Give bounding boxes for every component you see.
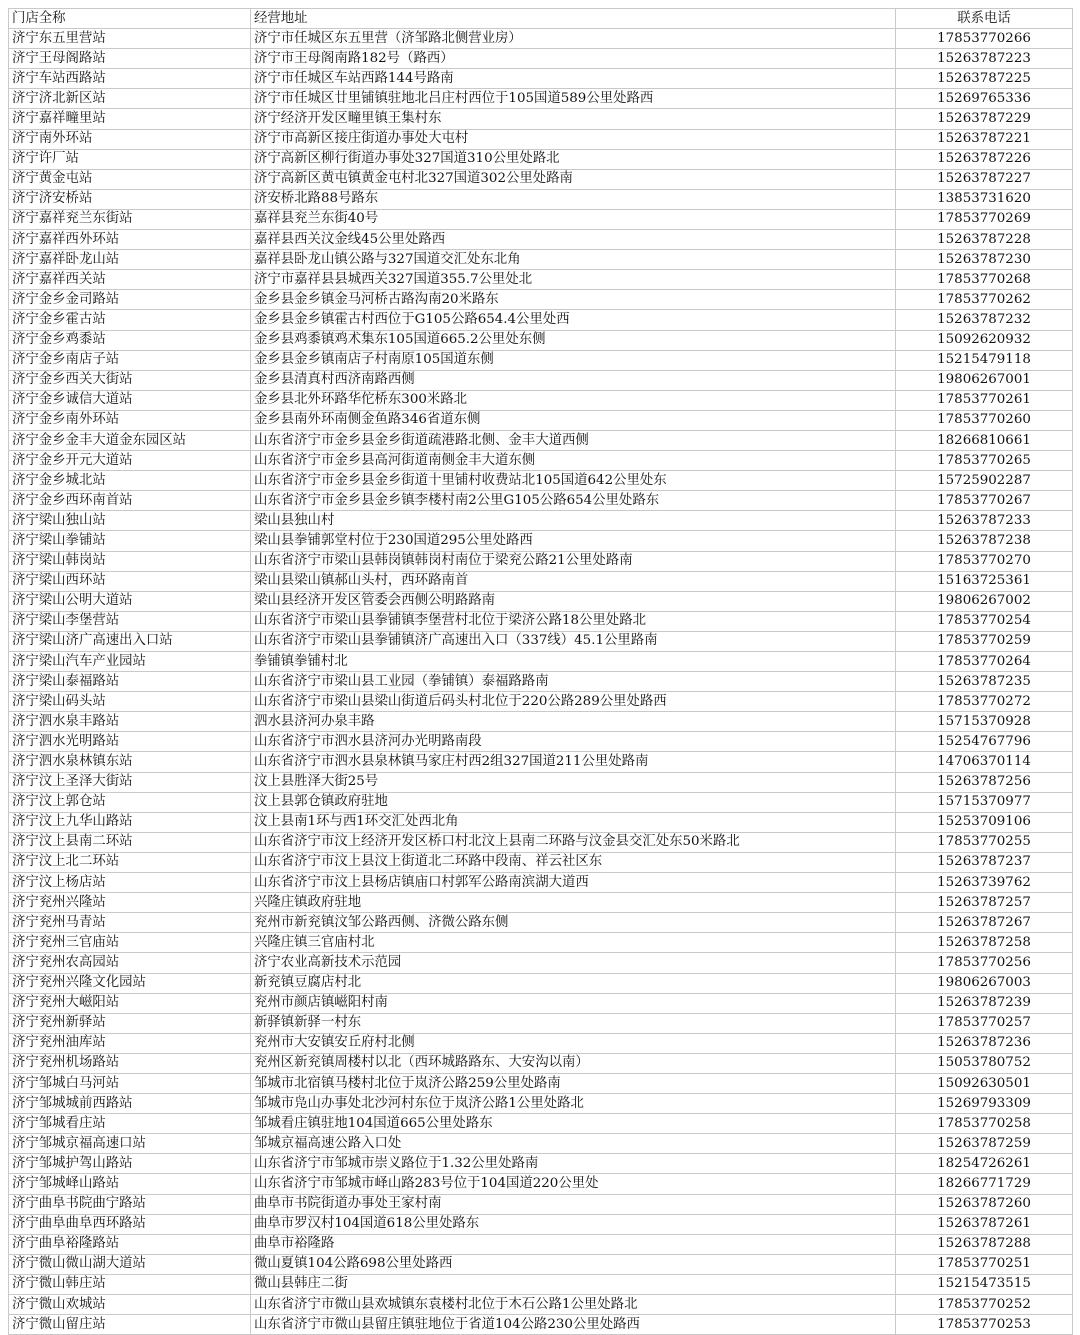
cell-address[interactable]: 山东省济宁市汶上县杨店镇庙口村郭军公路南滨湖大道西 [251, 873, 896, 893]
cell-address[interactable]: 济宁高新区柳行街道办事处327国道310公里处路北 [251, 149, 896, 169]
table-row [9, 1295, 1073, 1315]
cell-address[interactable]: 汶上县南1环与西1环交汇处西北角 [251, 812, 896, 832]
cell-phone[interactable]: 15263739762 [896, 873, 1073, 893]
cell-address[interactable]: 曲阜市罗汉村104国道618公里处路东 [251, 1214, 896, 1234]
cell-address[interactable]: 邹城市北宿镇马楼村北位于岚济公路259公里处路南 [251, 1073, 896, 1093]
cell-store-name[interactable]: 济宁微山欢城站 [9, 1295, 251, 1315]
cell-store-name[interactable]: 济宁金乡鸡黍站 [9, 330, 251, 350]
cell-address[interactable]: 金乡县金乡镇南店子村南原105国道东侧 [251, 350, 896, 370]
cell-store-name[interactable]: 济宁东五里营站 [9, 29, 251, 49]
cell-phone[interactable]: 15263787227 [896, 169, 1073, 189]
cell-phone[interactable]: 15263787228 [896, 230, 1073, 250]
cell-phone[interactable]: 17853770258 [896, 1114, 1073, 1134]
table-row [9, 973, 1073, 993]
cell-store-name[interactable]: 济宁济北新区站 [9, 89, 251, 109]
cell-phone[interactable]: 17853770255 [896, 832, 1073, 852]
cell-store-name[interactable]: 济宁兖州兴隆文化园站 [9, 973, 251, 993]
cell-phone[interactable]: 15263787267 [896, 913, 1073, 933]
cell-phone[interactable]: 17853770253 [896, 1315, 1073, 1335]
cell-address[interactable]: 济宁市任城区车站西路144号路南 [251, 69, 896, 89]
cell-phone[interactable]: 15263787260 [896, 1194, 1073, 1214]
cell-address[interactable]: 济宁市王母阁南路182号（路西） [251, 49, 896, 69]
cell-phone[interactable]: 17853770265 [896, 451, 1073, 471]
table-row [9, 913, 1073, 933]
cell-address[interactable]: 兖州区新兖镇周楼村以北（西环城路路东、大安沟以南） [251, 1053, 896, 1073]
cell-store-name[interactable]: 济宁黄金屯站 [9, 169, 251, 189]
table-row [9, 1073, 1073, 1093]
table-row [9, 1254, 1073, 1274]
table-row [9, 430, 1073, 450]
table-row [9, 812, 1073, 832]
table-row [9, 310, 1073, 330]
cell-phone[interactable]: 17853770260 [896, 410, 1073, 430]
table-row [9, 1274, 1073, 1294]
table-row [9, 551, 1073, 571]
cell-address[interactable]: 邹城看庄镇驻地104国道665公里处路东 [251, 1114, 896, 1134]
cell-phone[interactable]: 17853770272 [896, 692, 1073, 712]
cell-phone[interactable]: 17853770267 [896, 491, 1073, 511]
cell-store-name[interactable]: 济宁邹城看庄站 [9, 1114, 251, 1134]
cell-address[interactable]: 新驿镇新驿一村东 [251, 1013, 896, 1033]
store-table [8, 8, 1073, 1335]
cell-store-name[interactable]: 济宁曲阜书院曲宁路站 [9, 1194, 251, 1214]
cell-address[interactable]: 济宁市任城区廿里铺镇驻地北吕庄村西位于105国道589公里处路西 [251, 89, 896, 109]
cell-phone[interactable]: 17853770259 [896, 631, 1073, 651]
header-address[interactable]: 经营地址 [251, 9, 896, 29]
cell-address[interactable]: 山东省济宁市金乡县金乡街道十里铺村收费站北105国道642公里处东 [251, 471, 896, 491]
cell-address[interactable]: 兴隆庄镇三官庙村北 [251, 933, 896, 953]
table-row [9, 832, 1073, 852]
cell-phone[interactable]: 17853770262 [896, 290, 1073, 310]
cell-phone[interactable]: 14706370114 [896, 752, 1073, 772]
cell-phone[interactable]: 19806267003 [896, 973, 1073, 993]
cell-address[interactable]: 兖州市大安镇安丘府村北侧 [251, 1033, 896, 1053]
table-row [9, 732, 1073, 752]
table-row [9, 1234, 1073, 1254]
cell-address[interactable]: 山东省济宁市微山县留庄镇驻地位于省道104公路230公里处路西 [251, 1315, 896, 1335]
cell-address[interactable]: 兴隆庄镇政府驻地 [251, 893, 896, 913]
table-row [9, 852, 1073, 872]
table-row [9, 230, 1073, 250]
cell-address[interactable]: 山东省济宁市梁山县拳铺镇济广高速出入口（337线）45.1公里路南 [251, 631, 896, 651]
cell-address[interactable]: 山东省济宁市梁山县拳铺镇李堡营村北位于梁济公路18公里处路北 [251, 611, 896, 631]
cell-address[interactable]: 山东省济宁市微山县欢城镇东袁楼村北位于木石公路1公里处路北 [251, 1295, 896, 1315]
table-row [9, 993, 1073, 1013]
cell-address[interactable]: 汶上县胜泽大街25号 [251, 772, 896, 792]
cell-phone[interactable]: 15263787235 [896, 672, 1073, 692]
table-row [9, 49, 1073, 69]
cell-store-name[interactable]: 济宁嘉祥兖兰东街站 [9, 209, 251, 229]
cell-phone[interactable]: 17853770269 [896, 209, 1073, 229]
cell-phone[interactable]: 17853770264 [896, 652, 1073, 672]
cell-address[interactable]: 山东省济宁市邹城市峄山路283号位于104国道220公里处 [251, 1174, 896, 1194]
table-row [9, 611, 1073, 631]
cell-store-name[interactable]: 济宁金乡开元大道站 [9, 451, 251, 471]
cell-store-name[interactable]: 济宁微山韩庄站 [9, 1274, 251, 1294]
cell-phone[interactable]: 17853770268 [896, 270, 1073, 290]
cell-store-name[interactable]: 济宁兖州大嵫阳站 [9, 993, 251, 1013]
cell-store-name[interactable]: 济宁许厂站 [9, 149, 251, 169]
table-row [9, 390, 1073, 410]
table-row [9, 290, 1073, 310]
table-row [9, 631, 1073, 651]
cell-address[interactable]: 微山县韩庄二街 [251, 1274, 896, 1294]
table-row [9, 169, 1073, 189]
cell-phone[interactable]: 17853770257 [896, 1013, 1073, 1033]
cell-phone[interactable]: 15263787230 [896, 250, 1073, 270]
cell-store-name[interactable]: 济宁汶上郭仓站 [9, 792, 251, 812]
table-row [9, 209, 1073, 229]
cell-store-name[interactable]: 济宁梁山西环站 [9, 571, 251, 591]
cell-address[interactable]: 济宁市高新区接庄街道办事处大屯村 [251, 129, 896, 149]
cell-phone[interactable]: 15725902287 [896, 471, 1073, 491]
table-row [9, 652, 1073, 672]
table-row [9, 451, 1073, 471]
cell-phone[interactable]: 18266771729 [896, 1174, 1073, 1194]
cell-phone[interactable]: 15263787256 [896, 772, 1073, 792]
cell-store-name[interactable]: 济宁嘉祥西关站 [9, 270, 251, 290]
table-row [9, 129, 1073, 149]
cell-phone[interactable]: 15215473515 [896, 1274, 1073, 1294]
cell-address[interactable]: 新兖镇豆腐店村北 [251, 973, 896, 993]
cell-address[interactable]: 曲阜市裕隆路 [251, 1234, 896, 1254]
cell-store-name[interactable]: 济宁兖州兴隆站 [9, 893, 251, 913]
cell-address[interactable]: 曲阜市书院街道办事处王家村南 [251, 1194, 896, 1214]
cell-store-name[interactable]: 济宁梁山泰福路站 [9, 672, 251, 692]
cell-phone[interactable]: 15263787258 [896, 933, 1073, 953]
table-row [9, 189, 1073, 209]
table-row [9, 672, 1073, 692]
cell-address[interactable]: 汶上县郭仓镇政府驻地 [251, 792, 896, 812]
cell-phone[interactable]: 15263787239 [896, 993, 1073, 1013]
cell-address[interactable]: 嘉祥县西关汶金线45公里处路西 [251, 230, 896, 250]
cell-store-name[interactable]: 济宁邹城城前西路站 [9, 1094, 251, 1114]
cell-store-name[interactable]: 济宁金乡南外环站 [9, 410, 251, 430]
header-store-name[interactable]: 门店全称 [9, 9, 251, 29]
cell-store-name[interactable]: 济宁兖州农高园站 [9, 953, 251, 973]
cell-address[interactable]: 济宁高新区黄屯镇黄金屯村北327国道302公里处路南 [251, 169, 896, 189]
table-row [9, 511, 1073, 531]
table-row [9, 692, 1073, 712]
cell-store-name[interactable]: 济宁兖州新驿站 [9, 1013, 251, 1033]
cell-phone[interactable]: 17853770266 [896, 29, 1073, 49]
cell-address[interactable]: 金乡县金乡镇霍古村西位于G105公路654.4公里处西 [251, 310, 896, 330]
cell-phone[interactable]: 17853770256 [896, 953, 1073, 973]
cell-address[interactable]: 山东省济宁市邹城市崇义路位于1.32公里处路南 [251, 1154, 896, 1174]
cell-phone[interactable]: 17853770270 [896, 551, 1073, 571]
table-row [9, 149, 1073, 169]
cell-address[interactable]: 拳铺镇拳铺村北 [251, 652, 896, 672]
cell-store-name[interactable]: 济宁嘉祥卧龙山站 [9, 250, 251, 270]
table-row [9, 350, 1073, 370]
cell-store-name[interactable]: 济宁金乡诚信大道站 [9, 390, 251, 410]
table-row [9, 571, 1073, 591]
table-row [9, 89, 1073, 109]
cell-store-name[interactable]: 济宁兖州马青站 [9, 913, 251, 933]
table-row [9, 712, 1073, 732]
cell-store-name[interactable]: 济宁梁山独山站 [9, 511, 251, 531]
cell-address[interactable]: 山东省济宁市金乡县金乡镇李楼村南2公里G105公路654公里处路东 [251, 491, 896, 511]
cell-store-name[interactable]: 济宁泗水光明路站 [9, 732, 251, 752]
cell-address[interactable]: 济宁农业高新技术示范园 [251, 953, 896, 973]
cell-store-name[interactable]: 济宁南外环站 [9, 129, 251, 149]
cell-store-name[interactable]: 济宁梁山汽车产业园站 [9, 652, 251, 672]
header-row [9, 9, 1073, 29]
table-row [9, 330, 1073, 350]
table-row [9, 1154, 1073, 1174]
cell-phone[interactable]: 19806267001 [896, 370, 1073, 390]
cell-store-name[interactable]: 济宁嘉祥疃里站 [9, 109, 251, 129]
cell-store-name[interactable]: 济宁汶上北二环站 [9, 852, 251, 872]
table-row [9, 933, 1073, 953]
cell-address[interactable]: 泗水县济河办泉丰路 [251, 712, 896, 732]
table-row [9, 772, 1073, 792]
cell-phone[interactable]: 15263787238 [896, 531, 1073, 551]
cell-store-name[interactable]: 济宁梁山拳铺站 [9, 531, 251, 551]
cell-phone[interactable]: 15263787226 [896, 149, 1073, 169]
cell-phone[interactable]: 15263787233 [896, 511, 1073, 531]
table-row [9, 410, 1073, 430]
cell-store-name[interactable]: 济宁兖州油库站 [9, 1033, 251, 1053]
cell-address[interactable]: 金乡县鸡黍镇鸡术集东105国道665.2公里处东侧 [251, 330, 896, 350]
cell-phone[interactable]: 15253709106 [896, 812, 1073, 832]
cell-store-name[interactable]: 济宁金乡金丰大道金东园区站 [9, 430, 251, 450]
cell-address[interactable]: 山东省济宁市泗水县济河办光明路南段 [251, 732, 896, 752]
cell-address[interactable]: 济宁市任城区东五里营（济邹路北侧营业房） [251, 29, 896, 49]
table-row [9, 1114, 1073, 1134]
cell-address[interactable]: 济宁市嘉祥县县城西关327国道355.7公里处北 [251, 270, 896, 290]
cell-address[interactable]: 金乡县南外环南侧金鱼路346省道东侧 [251, 410, 896, 430]
cell-phone[interactable]: 17853770252 [896, 1295, 1073, 1315]
table-row [9, 953, 1073, 973]
cell-phone[interactable]: 15053780752 [896, 1053, 1073, 1073]
cell-store-name[interactable]: 济宁汶上县南二环站 [9, 832, 251, 852]
cell-store-name[interactable]: 济宁汶上杨店站 [9, 873, 251, 893]
cell-store-name[interactable]: 济宁兖州机场路站 [9, 1053, 251, 1073]
store-directory-sheet [8, 8, 1072, 1335]
cell-store-name[interactable]: 济宁邹城护驾山路站 [9, 1154, 251, 1174]
cell-address[interactable]: 济宁经济开发区疃里镇王集村东 [251, 109, 896, 129]
table-row [9, 29, 1073, 49]
cell-phone[interactable]: 15269765336 [896, 89, 1073, 109]
table-row [9, 1013, 1073, 1033]
table-row [9, 1194, 1073, 1214]
cell-store-name[interactable]: 济宁汶上九华山路站 [9, 812, 251, 832]
table-row [9, 270, 1073, 290]
cell-store-name[interactable]: 济宁金乡西环南首站 [9, 491, 251, 511]
cell-address[interactable]: 嘉祥县卧龙山镇公路与327国道交汇处东北角 [251, 250, 896, 270]
cell-phone[interactable]: 17853770261 [896, 390, 1073, 410]
cell-phone[interactable]: 15263787221 [896, 129, 1073, 149]
cell-store-name[interactable]: 济宁汶上圣泽大街站 [9, 772, 251, 792]
cell-address[interactable]: 山东省济宁市金乡县金乡街道疏港路北侧、金丰大道西侧 [251, 430, 896, 450]
table-row [9, 792, 1073, 812]
cell-store-name[interactable]: 济宁金乡南店子站 [9, 350, 251, 370]
cell-phone[interactable]: 15163725361 [896, 571, 1073, 591]
table-row [9, 471, 1073, 491]
table-row [9, 109, 1073, 129]
cell-store-name[interactable]: 济宁邹城白马河站 [9, 1073, 251, 1093]
cell-store-name[interactable]: 济宁泗水泉丰路站 [9, 712, 251, 732]
cell-store-name[interactable]: 济宁金乡西关大街站 [9, 370, 251, 390]
table-row [9, 370, 1073, 390]
cell-phone[interactable]: 15254767796 [896, 732, 1073, 752]
cell-phone[interactable]: 13853731620 [896, 189, 1073, 209]
table-body [9, 29, 1073, 1335]
cell-store-name[interactable]: 济宁微山留庄站 [9, 1315, 251, 1335]
cell-phone[interactable]: 15263787259 [896, 1134, 1073, 1154]
cell-phone[interactable]: 19806267002 [896, 591, 1073, 611]
cell-store-name[interactable]: 济宁梁山济广高速出入口站 [9, 631, 251, 651]
cell-phone[interactable]: 15263787232 [896, 310, 1073, 330]
cell-phone[interactable]: 15263787229 [896, 109, 1073, 129]
cell-address[interactable]: 邹城市凫山办事处北沙河村东位于岚济公路1公里处路北 [251, 1094, 896, 1114]
cell-address[interactable]: 兖州市新兖镇汶邹公路西侧、济微公路东侧 [251, 913, 896, 933]
cell-store-name[interactable]: 济宁金乡城北站 [9, 471, 251, 491]
table-row [9, 69, 1073, 89]
cell-store-name[interactable]: 济宁邹城京福高速口站 [9, 1134, 251, 1154]
cell-store-name[interactable]: 济宁曲阜曲阜西环路站 [9, 1214, 251, 1234]
cell-address[interactable]: 梁山县独山村 [251, 511, 896, 531]
cell-store-name[interactable]: 济宁曲阜裕隆路站 [9, 1234, 251, 1254]
table-row [9, 491, 1073, 511]
cell-address[interactable]: 梁山县梁山镇郝山头村，西环路南首 [251, 571, 896, 591]
table-row [9, 1033, 1073, 1053]
cell-phone[interactable]: 17853770251 [896, 1254, 1073, 1274]
cell-address[interactable]: 山东省济宁市泗水县泉林镇马家庄村西2组327国道211公里处路南 [251, 752, 896, 772]
table-row [9, 873, 1073, 893]
cell-address[interactable]: 兖州市颜店镇嵫阳村南 [251, 993, 896, 1013]
cell-phone[interactable]: 15263787257 [896, 893, 1073, 913]
table-row [9, 1053, 1073, 1073]
table-row [9, 250, 1073, 270]
cell-address[interactable]: 山东省济宁市金乡县高河街道南侧金丰大道东侧 [251, 451, 896, 471]
cell-phone[interactable]: 15215479118 [896, 350, 1073, 370]
cell-phone[interactable]: 15263787236 [896, 1033, 1073, 1053]
cell-phone[interactable]: 15092620932 [896, 330, 1073, 350]
table-row [9, 531, 1073, 551]
cell-address[interactable]: 金乡县清真村西济南路西侧 [251, 370, 896, 390]
cell-phone[interactable]: 18266810661 [896, 430, 1073, 450]
cell-address[interactable]: 嘉祥县兖兰东街40号 [251, 209, 896, 229]
cell-phone[interactable]: 15092630501 [896, 1073, 1073, 1093]
cell-store-name[interactable]: 济宁梁山李堡营站 [9, 611, 251, 631]
header-phone[interactable]: 联系电话 [896, 9, 1073, 29]
cell-phone[interactable]: 15263787261 [896, 1214, 1073, 1234]
cell-store-name[interactable]: 济宁王母阁路站 [9, 49, 251, 69]
cell-store-name[interactable]: 济宁金乡金司路站 [9, 290, 251, 310]
cell-address[interactable]: 梁山县经济开发区管委会西侧公明路路南 [251, 591, 896, 611]
cell-phone[interactable]: 15263787237 [896, 852, 1073, 872]
table-row [9, 752, 1073, 772]
cell-address[interactable]: 微山夏镇104公路698公里处路西 [251, 1254, 896, 1274]
cell-address[interactable]: 梁山县拳铺郭堂村位于230国道295公里处路西 [251, 531, 896, 551]
cell-address[interactable]: 山东省济宁市梁山县工业园（拳铺镇）泰福路路南 [251, 672, 896, 692]
cell-store-name[interactable]: 济宁泗水泉林镇东站 [9, 752, 251, 772]
cell-phone[interactable]: 15263787288 [896, 1234, 1073, 1254]
cell-phone[interactable]: 15715370977 [896, 792, 1073, 812]
cell-address[interactable]: 山东省济宁市汶上经济开发区桥口村北汶上县南二环路与汶金县交汇处东50米路北 [251, 832, 896, 852]
table-row [9, 1134, 1073, 1154]
table-row [9, 893, 1073, 913]
cell-address[interactable]: 山东省济宁市汶上县汶上街道北二环路中段南、祥云社区东 [251, 852, 896, 872]
cell-address[interactable]: 济安桥北路88号路东 [251, 189, 896, 209]
cell-address[interactable]: 邹城京福高速公路入口处 [251, 1134, 896, 1154]
cell-store-name[interactable]: 济宁梁山码头站 [9, 692, 251, 712]
cell-store-name[interactable]: 济宁梁山公明大道站 [9, 591, 251, 611]
cell-address[interactable]: 山东省济宁市梁山县韩岗镇韩岗村南位于梁兖公路21公里处路南 [251, 551, 896, 571]
cell-phone[interactable]: 15263787225 [896, 69, 1073, 89]
cell-phone[interactable]: 15263787223 [896, 49, 1073, 69]
cell-store-name[interactable]: 济宁济安桥站 [9, 189, 251, 209]
cell-store-name[interactable]: 济宁兖州三官庙站 [9, 933, 251, 953]
cell-address[interactable]: 山东省济宁市梁山县梁山街道后码头村北位于220公路289公里处路西 [251, 692, 896, 712]
cell-phone[interactable]: 18254726261 [896, 1154, 1073, 1174]
cell-phone[interactable]: 15715370928 [896, 712, 1073, 732]
cell-store-name[interactable]: 济宁车站西路站 [9, 69, 251, 89]
table-row [9, 1214, 1073, 1234]
table-row [9, 591, 1073, 611]
table-row [9, 1094, 1073, 1114]
cell-store-name[interactable]: 济宁微山微山湖大道站 [9, 1254, 251, 1274]
cell-store-name[interactable]: 济宁邹城峄山路站 [9, 1174, 251, 1194]
cell-phone[interactable]: 15269793309 [896, 1094, 1073, 1114]
table-row [9, 1315, 1073, 1335]
cell-store-name[interactable]: 济宁梁山韩岗站 [9, 551, 251, 571]
cell-address[interactable]: 金乡县北外环路华佗桥东300米路北 [251, 390, 896, 410]
cell-address[interactable]: 金乡县金乡镇金马河桥古路沟南20米路东 [251, 290, 896, 310]
table-row [9, 1174, 1073, 1194]
cell-store-name[interactable]: 济宁金乡霍古站 [9, 310, 251, 330]
cell-store-name[interactable]: 济宁嘉祥西外环站 [9, 230, 251, 250]
cell-phone[interactable]: 17853770254 [896, 611, 1073, 631]
